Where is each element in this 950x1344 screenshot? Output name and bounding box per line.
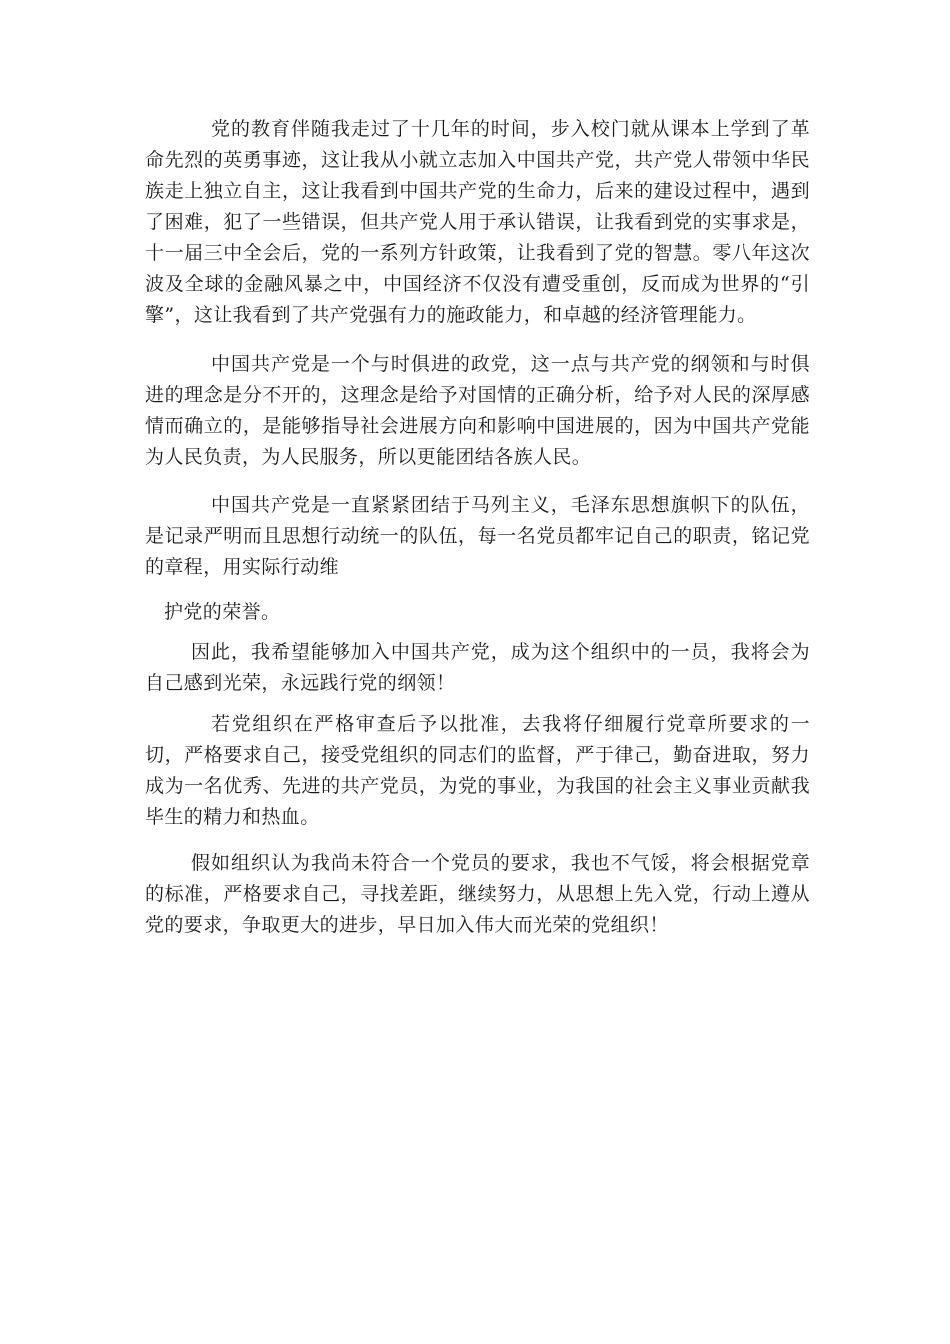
paragraph-if-not-approved: 假如组织认为我尚未符合一个党员的要求，我也不气馁，将会根据党章的标准，严格要求自己，寻找差距，继续努力，从思想上先入党，行动上遵从党的要求，争取更大的进步，早日加入伟大而光荣的党组织！ [145,852,810,936]
paragraph-party-honor: 护党的荣誉。 [164,601,281,623]
paragraph-if-approved: 若党组织在严格审查后予以批准，去我将仔细履行党章所要求的一切，严格要求自己，接受党组织的同志们的监督，严于律己，勤奋进取，努力成为一名优秀、先进的共产党员，为党的事业，为我国的社会主义事业贡献我毕生的精力和热血。 [145,713,810,828]
paragraph-united-team: 中国共产党是一直紧紧团结于马列主义，毛泽东思想旗帜下的队伍，是记录严明而且思想行动统一的队伍，每一名党员都牢记自己的职责，铭记党的章程，用实际行动维 [145,494,810,578]
paragraph-education: 党的教育伴随我走过了十几年的时间，步入校门就从课本上学到了革命先烈的英勇事迹，这让我从小就立志加入中国共产党，共产党人带领中华民族走上独立自主，这让我看到中国共产党的生命力，后来的建设过程中，遇到了困难，犯了一些错误，但共产党人用于承认错误，让我看到党的实事求是，十一届三中全会后，党的一系列方针政策，让我看到了党的智慧。零八年这次波及全球的金融风暴之中，中国经济不仅没有遭受重创，反而成为世界的“引擎”，这让我看到了共产党强有力的施政能力，和卓越的经济管理能力。 [145,118,810,326]
paragraph-advancing-party: 中国共产党是一个与时俱进的政党，这一点与共产党的纲领和与时俱进的理念是分不开的，这理念是给予对国情的正确分析，给予对人民的深厚感情而确立的，是能够指导社会进展方向和影响中国进展的，因为中国共产党能为人民负责，为人民服务，所以更能团结各族人民。 [145,353,810,468]
paragraph-wish-to-join: 因此，我希望能够加入中国共产党，成为这个组织中的一员，我将会为自己感到光荣，永远践行党的纲领！ [145,641,810,694]
